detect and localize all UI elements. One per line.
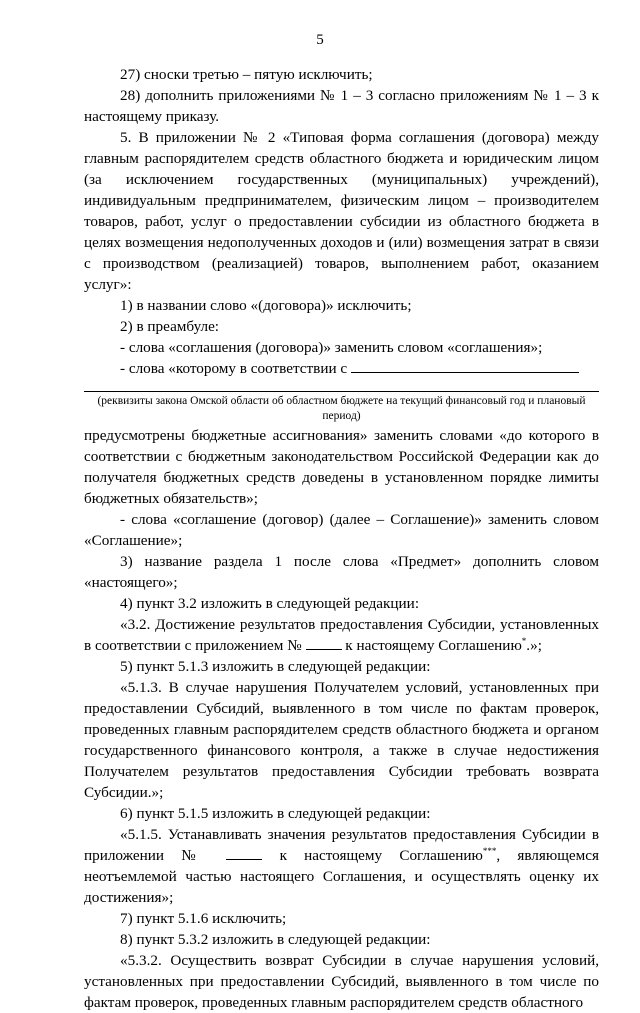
item-6-quote: [84, 824, 599, 908]
item-4-quote-a: «3.2. Достижение результатов предоставления Субсидии, установленных в соответствии с приложением №: [84, 616, 599, 654]
footnote-mark: ***: [482, 845, 497, 856]
item-8-quote: «5.3.2. Осуществить возврат Субсидии в случае нарушения условий, установленных при предоставлении Субсидий, выявленного в том числе по фактам проверок, проведенных главным распорядителем средств областного: [84, 952, 599, 1011]
item-5-quote: «5.1.3. В случае нарушения Получателем условий, установленных при предоставлении Субсидий, выявленного в том числе по фактам проверок, проведенных главным распорядителем средств областного бюджета и органом государственного финансового контроля, а также в случае недостижения Получателем результатов предоставления Субсидии требовать возврата Субсидии.»;: [84, 679, 599, 801]
footnote-mark: *: [521, 635, 527, 646]
item-5: 5) пункт 5.1.3 изложить в следующей редакции:: [120, 658, 431, 675]
blank-line: [351, 358, 579, 373]
item-3: 3) название раздела 1 после слова «Предмет» дополнить словом «настоящего»;: [84, 553, 599, 591]
document-body: [84, 64, 599, 1013]
item-6-quote-c: , являющемся неотъемлемой частью настоящего Соглашения, и осуществлять оценку их достижения»;: [84, 847, 599, 906]
footnote-caption: (реквизиты закона Омской области об областном бюджете на текущий финансовый год и плановый период): [97, 395, 586, 422]
item-4-quote: [84, 614, 599, 656]
paragraph-27: 27) сноски третью – пятую исключить;: [120, 66, 373, 83]
item-6-quote-b: к настоящему Соглашению: [279, 847, 483, 864]
item-2-dash-b: [84, 358, 599, 379]
item-8: 8) пункт 5.3.2 изложить в следующей редакции:: [120, 931, 431, 948]
item-7: 7) пункт 5.1.6 исключить;: [120, 910, 287, 927]
item-6-quote-a: «5.1.5. Устанавливать значения результатов предоставления Субсидии в приложении №: [84, 826, 599, 864]
item-4: 4) пункт 3.2 изложить в следующей редакции:: [120, 595, 420, 612]
item-2-dash-a: - слова «соглашения (договора)» заменить словом «соглашения»;: [120, 339, 543, 356]
item-4-quote-b: к настоящему Соглашению: [345, 637, 522, 654]
item-1: 1) в названии слово «(договора)» исключить;: [120, 297, 412, 314]
item-2: 2) в преамбуле:: [120, 318, 220, 335]
item-6: 6) пункт 5.1.5 изложить в следующей редакции:: [120, 805, 431, 822]
fill-in-rule: [84, 379, 599, 392]
item-2-dash-b-continuation: предусмотрены бюджетные ассигнования» заменить словами «до которого в соответствии с бюджетным законодательством Российской Федерации как до получателя бюджетных средств доведены в установленном порядке лимиты бюджетных обязательств»;: [84, 427, 599, 507]
blank-number: [306, 637, 342, 650]
paragraph-28: 28) дополнить приложениями № 1 – 3 согласно приложениям № 1 – 3 к настоящему приказу.: [84, 87, 599, 125]
paragraph-5: 5. В приложении № 2 «Типовая форма соглашения (договора) между главным распорядителем средств областного бюджета и юридическим лицом (за исключением государственных (муниципальных) учреждений), индивидуальным предпринимателем, физическим лицом – производителем товаров, работ, услуг о предоставлении субсидии из областного бюджета в целях возмещения недополученных доходов и (или) возмещения затрат в связи с производством (реализацией) товаров, выполнением работ, оказанием услуг»:: [84, 129, 599, 293]
item-2-dash-b-text: - слова «которому в соответствии с: [120, 360, 348, 377]
item-2-dash-c: - слова «соглашение (договор) (далее – Соглашение)» заменить словом «Соглашение»;: [84, 511, 599, 549]
blank-number: [226, 847, 262, 860]
page-number: 5: [316, 32, 324, 48]
item-4-quote-c: .»;: [526, 637, 542, 654]
